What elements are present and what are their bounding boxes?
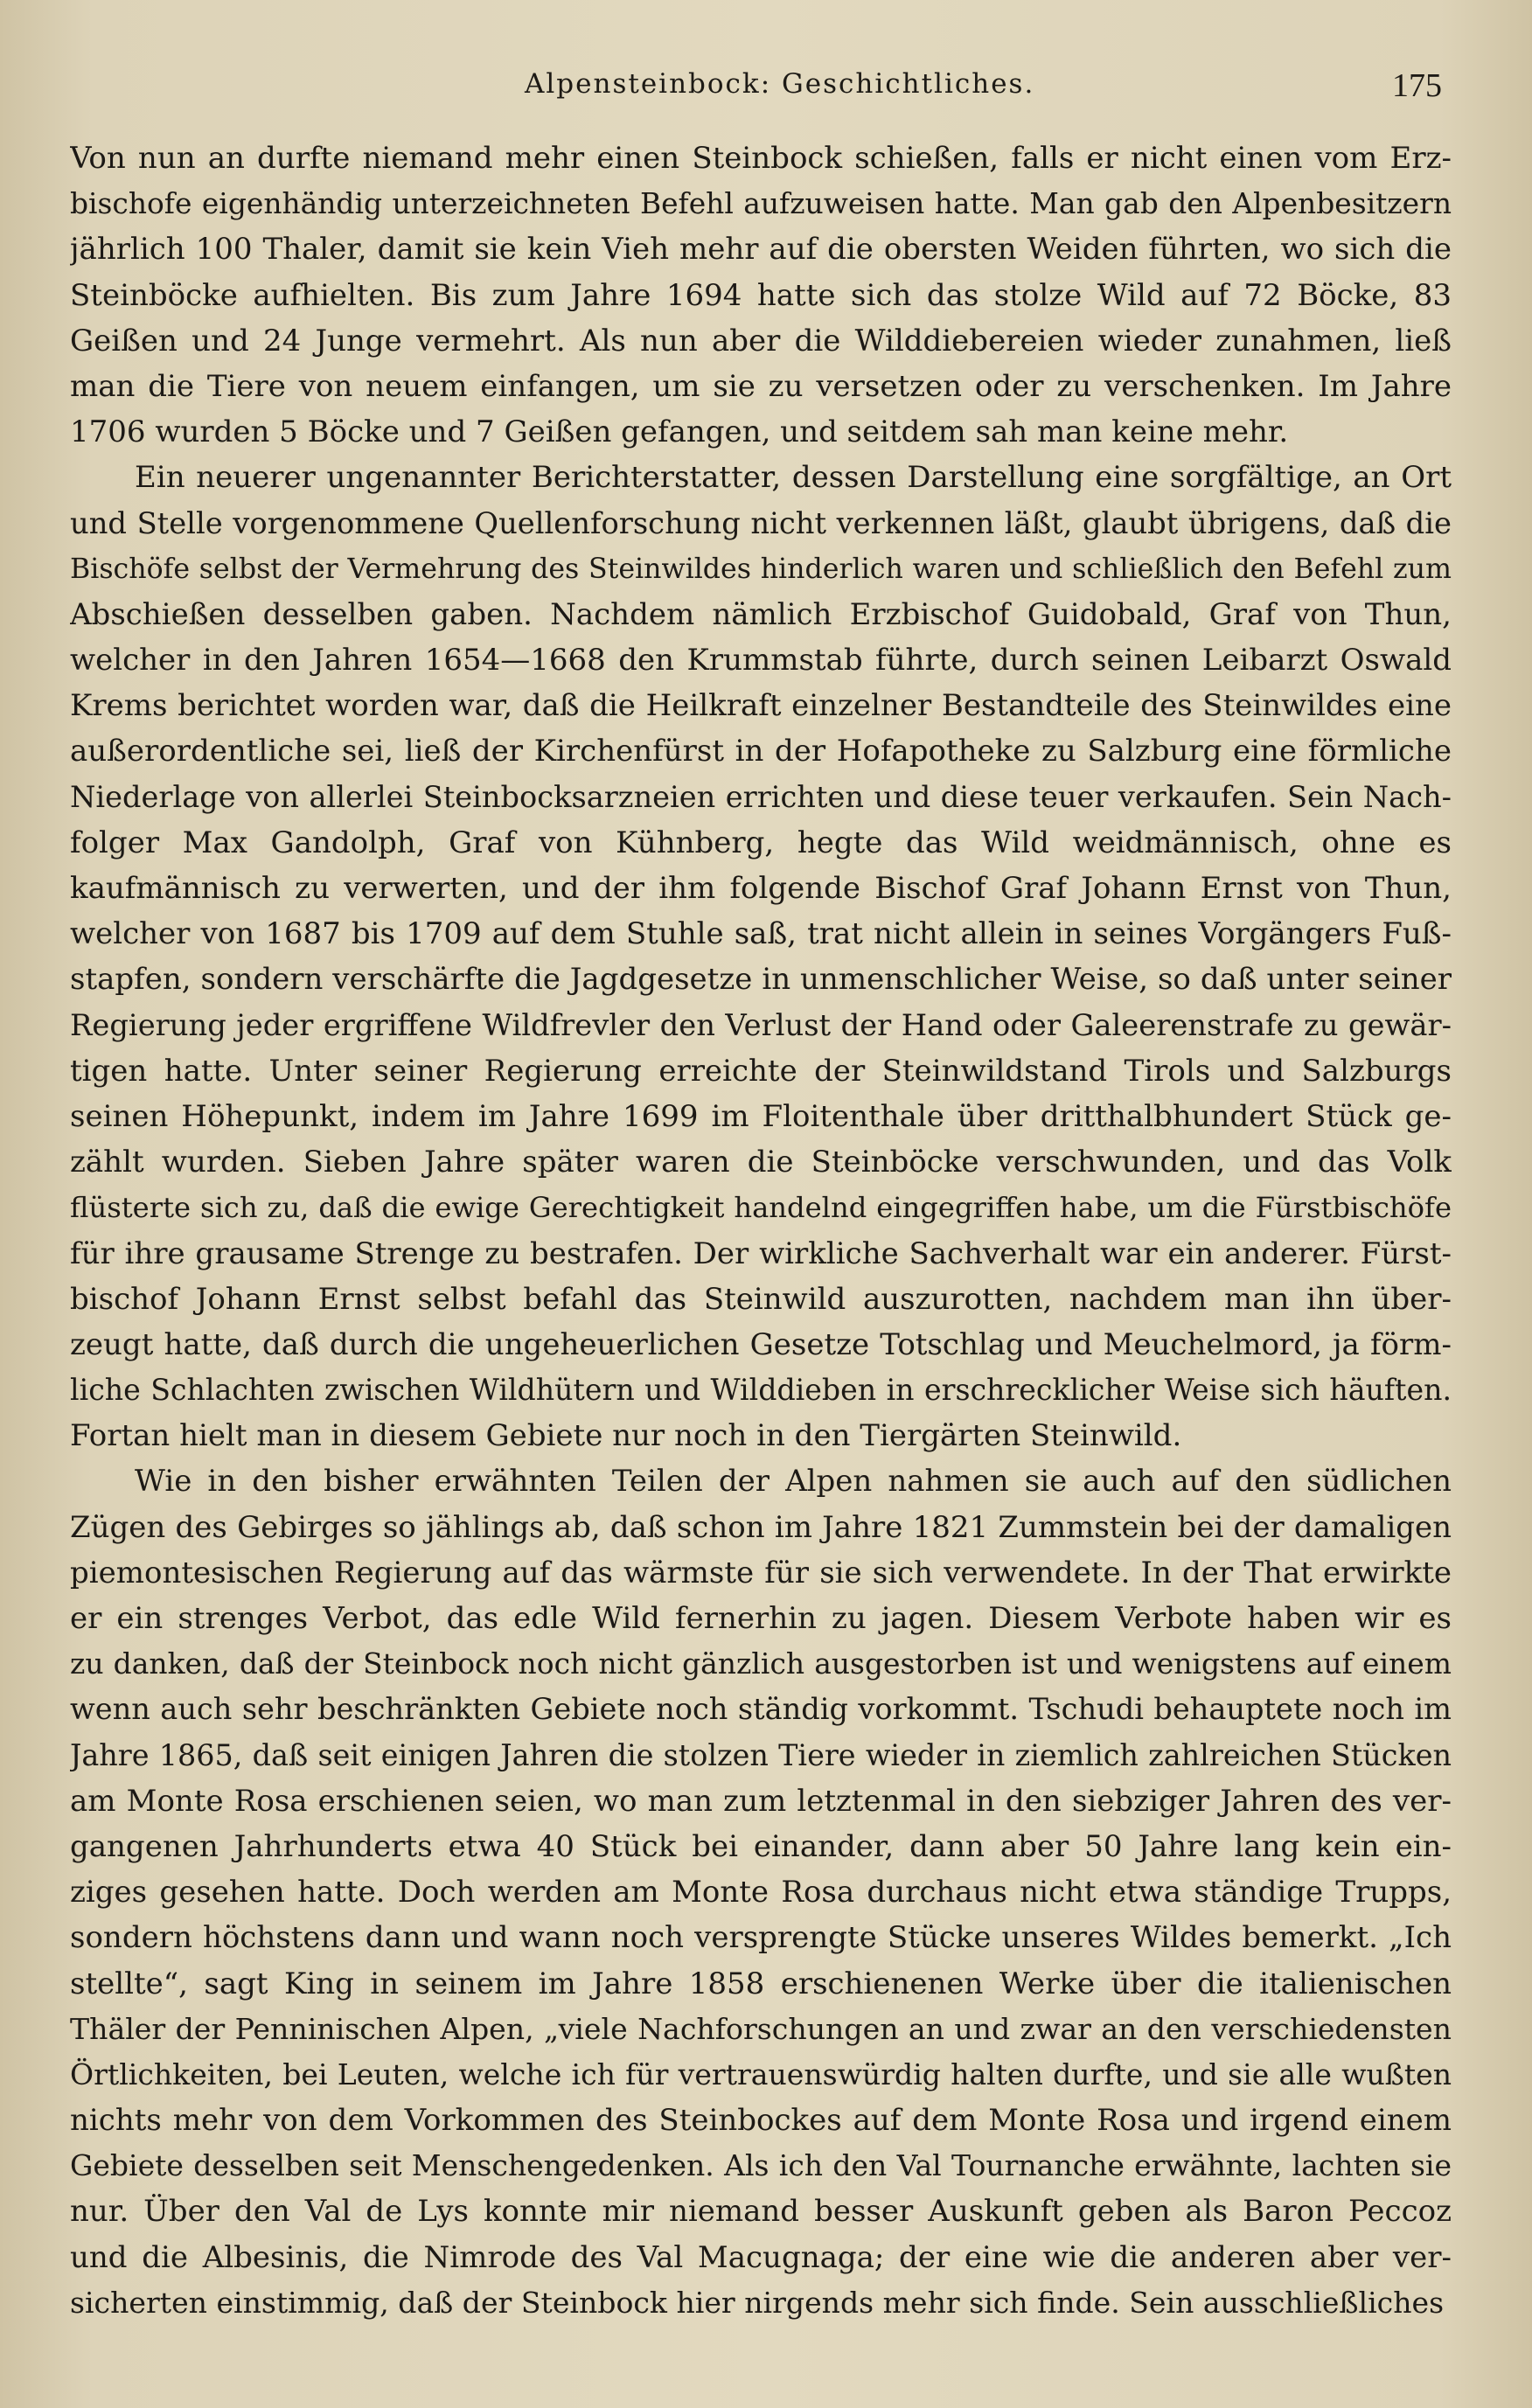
text-line: man die Tiere von neuem einfangen, um sie zu versetzen oder zu verschenken. Im Jahre xyxy=(70,368,1452,404)
text-line: nichts mehr von dem Vorkommen des Steinbockes auf dem Monte Rosa und irgend einem xyxy=(70,2103,1452,2139)
running-title: Alpensteinbock: Geschichtliches. xyxy=(525,68,1035,100)
text-line: Ein neuerer ungenannter Berichterstatter, dessen Darstellung eine sorgfältige, an Ort xyxy=(135,460,1452,496)
text-line: piemontesischen Regierung auf das wärmste für sie sich verwendete. In der That erwirkte xyxy=(70,1555,1452,1590)
text-line: Krems berichtet worden war, daß die Heilkraft einzelner Bestandteile des Steinwildes eine xyxy=(70,688,1452,724)
text-line: Regierung jeder ergriffene Wildfrevler den Verlust der Hand oder Galeerenstrafe zu gewär- xyxy=(70,1007,1452,1042)
text-line: Örtlichkeiten, bei Leuten, welche ich für vertrauenswürdig halten durfte, und sie alle wußten xyxy=(70,2057,1452,2091)
body-text xyxy=(70,136,1452,2326)
text-line: er ein strenges Verbot, das edle Wild fernerhin zu jagen. Diesem Verbote haben wir es xyxy=(70,1601,1452,1636)
page-number: 175 xyxy=(1392,67,1442,104)
text-line: gangenen Jahrhunderts etwa 40 Stück bei einander, dann aber 50 Jahre lang kein ein- xyxy=(70,1828,1452,1864)
text-line: folger Max Gandolph, Graf von Kühnberg, hegte das Wild weidmännisch, ohne es xyxy=(70,825,1452,860)
text-line: bischofe eigenhändig unterzeichneten Befehl aufzuweisen hatte. Man gab den Alpenbesitzern xyxy=(70,186,1452,221)
text-line: zu danken, daß der Steinbock noch nicht gänzlich ausgestorben ist und wenigstens auf einem xyxy=(70,1646,1452,1681)
text-line: flüsterte sich zu, daß die ewige Gerechtigkeit handelnd eingegriffen habe, um die Fürstbischöfe xyxy=(70,1191,1452,1225)
text-line: Jahre 1865, daß seit einigen Jahren die stolzen Tiere wieder in ziemlich zahlreichen Stücken xyxy=(70,1737,1452,1772)
text-line: für ihre grausame Strenge zu bestrafen. Der wirkliche Sachverhalt war ein anderer. Fürst- xyxy=(70,1235,1452,1271)
text-line: und Stelle vorgenommene Quellenforschung nicht verkennen läßt, glaubt übrigens, daß die xyxy=(70,505,1452,540)
text-line: Wie in den bisher erwähnten Teilen der Alpen nahmen sie auch auf den südlichen xyxy=(135,1464,1452,1500)
text-line: Niederlage von allerlei Steinbocksarzneien errichten und diese teuer verkaufen. Sein Nach- xyxy=(70,779,1452,814)
text-line: jährlich 100 Thaler, damit sie kein Vieh mehr auf die obersten Weiden führten, wo sich die xyxy=(70,232,1452,268)
text-line: liche Schlachten zwischen Wildhütern und Wilddieben in erschrecklicher Weise sich häuften. xyxy=(70,1373,1452,1408)
text-line: Bischöfe selbst der Vermehrung des Steinwildes hinderlich waren und schließlich den Befehl zum xyxy=(70,553,1452,585)
paragraph xyxy=(70,455,1452,1458)
text-line: außerordentliche sei, ließ der Kirchenfürst in der Hofapotheke zu Salzburg eine förmliche xyxy=(70,734,1452,769)
text-line: Von nun an durfte niemand mehr einen Steinbock schießen, falls er nicht einen vom Erz- xyxy=(70,141,1452,176)
text-line: Steinböcke aufhielten. Bis zum Jahre 1694 hatte sich das stolze Wild auf 72 Böcke, 83 xyxy=(70,277,1452,313)
text-line: und die Albesinis, die Nimrode des Val Macugnaga; der eine wie die anderen aber ver- xyxy=(70,2239,1452,2275)
text-line: seinen Höhepunkt, indem im Jahre 1699 im Floitenthale über dritthalbhundert Stück ge- xyxy=(70,1098,1452,1134)
text-line: ziges gesehen hatte. Doch werden am Monte Rosa durchaus nicht etwa ständige Trupps, xyxy=(70,1875,1452,1910)
paragraph xyxy=(70,1458,1452,2326)
text-line: Abschießen desselben gaben. Nachdem nämlich Erzbischof Guidobald, Graf von Thun, xyxy=(70,596,1452,632)
text-line: zählt wurden. Sieben Jahre später waren die Steinböcke verschwunden, und das Volk xyxy=(70,1145,1452,1180)
text-line: sicherten einstimmig, daß der Steinbock hier nirgends mehr sich finde. Sein ausschließliches xyxy=(70,2285,1445,2320)
text-line: bischof Johann Ernst selbst befahl das Steinwild auszurotten, nachdem man ihn über- xyxy=(70,1281,1452,1317)
paragraph xyxy=(70,136,1452,455)
text-line: 1706 wurden 5 Böcke und 7 Geißen gefangen, und seitdem sah man keine mehr. xyxy=(70,414,1289,450)
text-line: welcher von 1687 bis 1709 auf dem Stuhle saß, trat nicht allein in seines Vorgängers Fuß- xyxy=(70,916,1452,952)
text-line: nur. Über den Val de Lys konnte mir niemand besser Auskunft geben als Baron Peccoz xyxy=(70,2194,1452,2230)
running-head xyxy=(0,68,1532,112)
text-line: welcher in den Jahren 1654—1668 den Krummstab führte, durch seinen Leibarzt Oswald xyxy=(70,643,1452,679)
text-line: Geißen und 24 Junge vermehrt. Als nun aber die Wilddiebereien wieder zunahmen, ließ xyxy=(70,323,1452,358)
text-line: stapfen, sondern verschärfte die Jagdgesetze in unmenschlicher Weise, so daß unter seiner xyxy=(70,962,1452,998)
text-line: Zügen des Gebirges so jählings ab, daß schon im Jahre 1821 Zummstein bei der damaligen xyxy=(70,1509,1452,1545)
text-line: tigen hatte. Unter seiner Regierung erreichte der Steinwildstand Tirols und Salzburgs xyxy=(70,1053,1452,1089)
text-line: am Monte Rosa erschienen seien, wo man zum letztenmal in den siebziger Jahren des ver- xyxy=(70,1783,1452,1819)
text-line: Fortan hielt man in diesem Gebiete nur noch in den Tiergärten Steinwild. xyxy=(70,1418,1182,1454)
text-line: stellte“, sagt King in seinem im Jahre 1858 erschienenen Werke über die italienischen xyxy=(70,1966,1452,2001)
text-line: zeugt hatte, daß durch die ungeheuerlichen Gesetze Totschlag und Meuchelmord, ja förm- xyxy=(70,1326,1452,1362)
text-line: Gebiete desselben seit Menschengedenken. Als ich den Val Tournanche erwähnte, lachten sie xyxy=(70,2148,1452,2183)
text-line: sondern höchstens dann und wann noch versprengte Stücke unseres Wildes bemerkt. „Ich xyxy=(70,1920,1452,1956)
text-line: Thäler der Penninischen Alpen, „viele Nachforschungen an und zwar an den verschiedensten xyxy=(70,2011,1452,2046)
text-line: kaufmännisch zu verwerten, und der ihm folgende Bischof Graf Johann Ernst von Thun, xyxy=(70,871,1452,906)
text-line: wenn auch sehr beschränkten Gebiete noch ständig vorkommt. Tschudi behauptete noch im xyxy=(70,1692,1452,1727)
